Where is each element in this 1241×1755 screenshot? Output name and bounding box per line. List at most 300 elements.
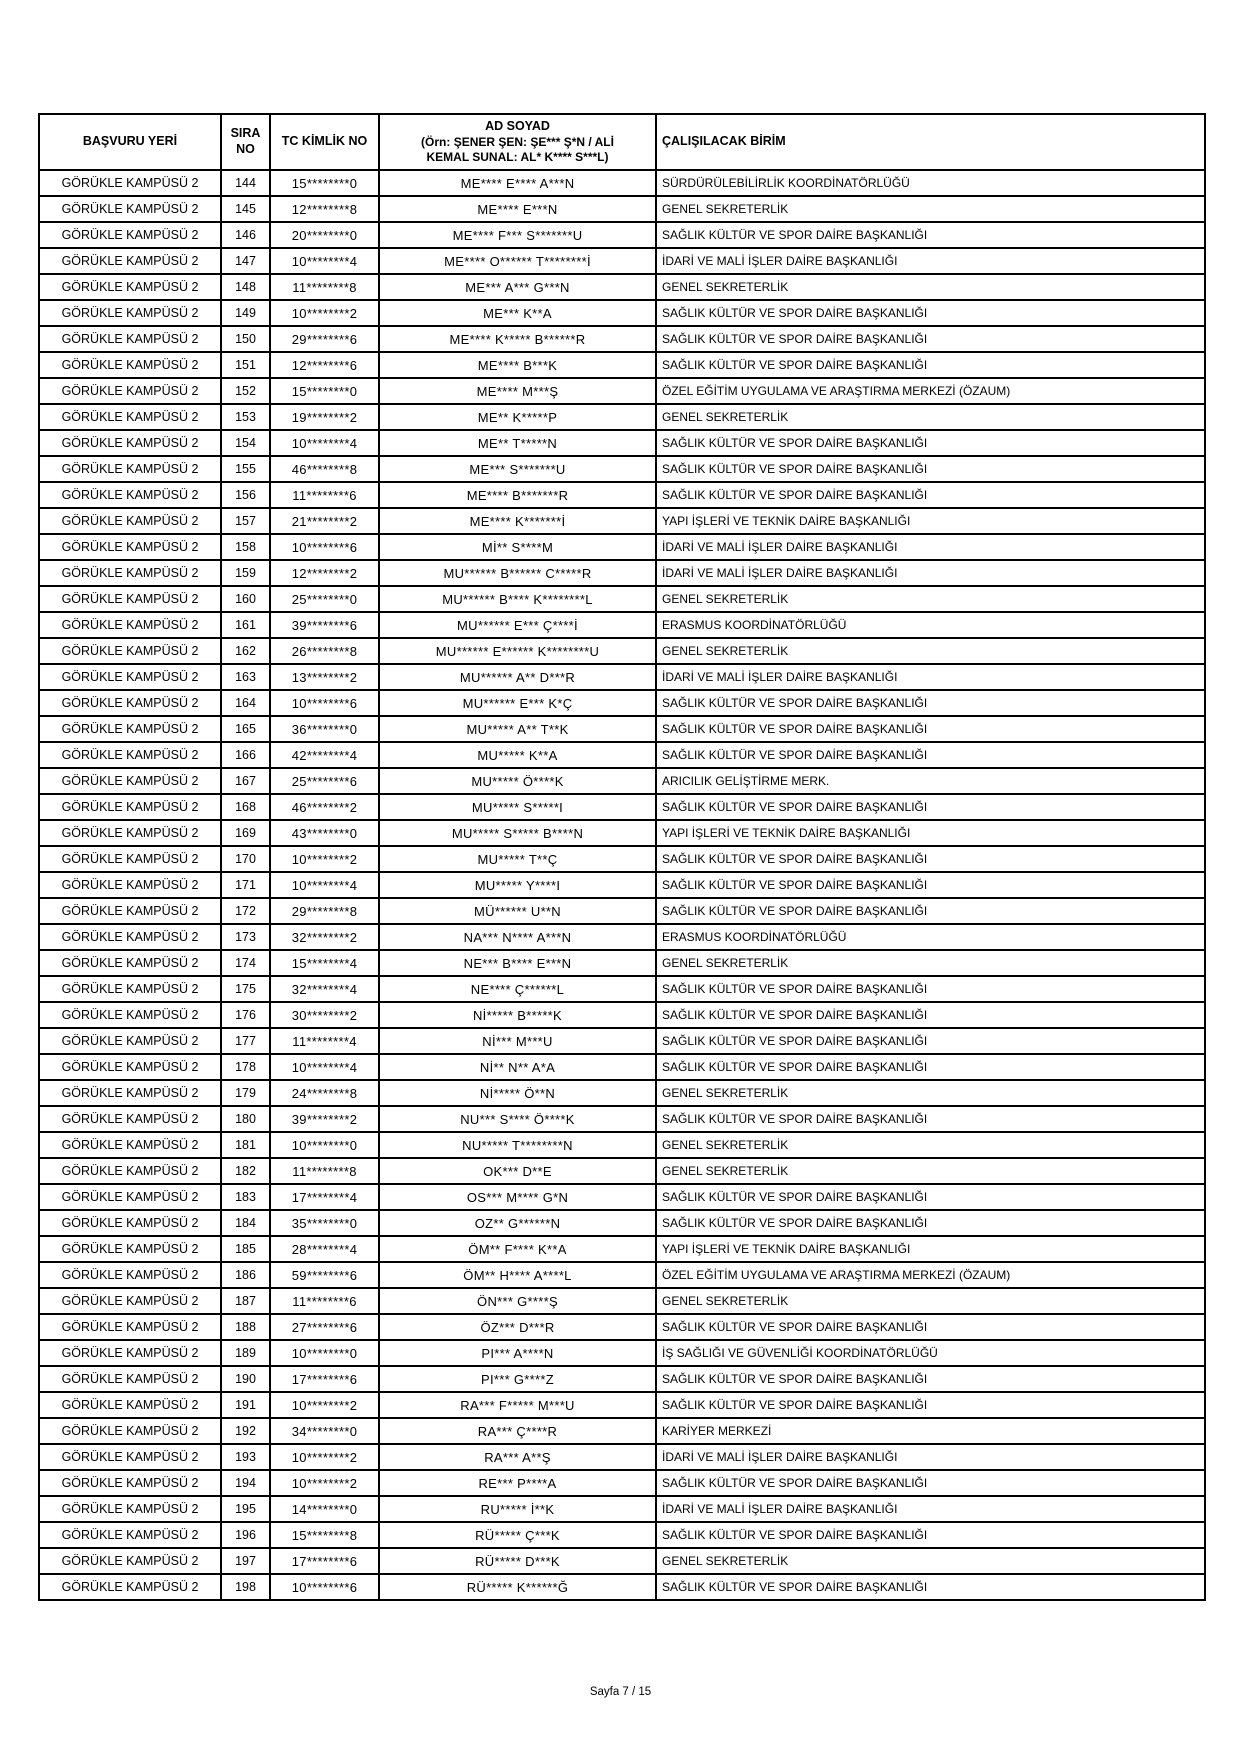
col-header-ad-soyad-title: AD SOYAD <box>485 119 550 134</box>
cell-tc-kimlik-no: 59********6 <box>270 1262 379 1288</box>
cell-basvuru-yeri: GÖRÜKLE KAMPÜSÜ 2 <box>39 794 221 820</box>
cell-tc-kimlik-no: 11********4 <box>270 1028 379 1054</box>
cell-ad-soyad: MU***** Y****I <box>379 872 656 898</box>
cell-tc-kimlik-no: 34********0 <box>270 1418 379 1444</box>
cell-sira-no: 159 <box>221 560 270 586</box>
cell-tc-kimlik-no: 35********0 <box>270 1210 379 1236</box>
cell-calisilacak-birim: İDARİ VE MALİ İŞLER DAİRE BAŞKANLIĞI <box>656 1496 1205 1522</box>
cell-ad-soyad: RU***** İ**K <box>379 1496 656 1522</box>
cell-tc-kimlik-no: 10********2 <box>270 1444 379 1470</box>
cell-basvuru-yeri: GÖRÜKLE KAMPÜSÜ 2 <box>39 456 221 482</box>
table-row <box>39 222 1205 248</box>
cell-tc-kimlik-no: 25********6 <box>270 768 379 794</box>
cell-ad-soyad: ME**** B***K <box>379 352 656 378</box>
cell-ad-soyad: OZ** G******N <box>379 1210 656 1236</box>
cell-calisilacak-birim: SAĞLIK KÜLTÜR VE SPOR DAİRE BAŞKANLIĞI <box>656 1210 1205 1236</box>
cell-tc-kimlik-no: 12********2 <box>270 560 379 586</box>
table-row <box>39 1080 1205 1106</box>
cell-ad-soyad: RA*** Ç****R <box>379 1418 656 1444</box>
col-header-calisilacak-birim <box>656 114 1205 170</box>
cell-basvuru-yeri: GÖRÜKLE KAMPÜSÜ 2 <box>39 898 221 924</box>
table-row <box>39 690 1205 716</box>
cell-basvuru-yeri: GÖRÜKLE KAMPÜSÜ 2 <box>39 976 221 1002</box>
table-row <box>39 248 1205 274</box>
cell-tc-kimlik-no: 29********8 <box>270 898 379 924</box>
cell-sira-no: 175 <box>221 976 270 1002</box>
cell-sira-no: 148 <box>221 274 270 300</box>
cell-sira-no: 188 <box>221 1314 270 1340</box>
cell-basvuru-yeri: GÖRÜKLE KAMPÜSÜ 2 <box>39 1496 221 1522</box>
cell-sira-no: 149 <box>221 300 270 326</box>
cell-tc-kimlik-no: 14********0 <box>270 1496 379 1522</box>
cell-sira-no: 167 <box>221 768 270 794</box>
cell-tc-kimlik-no: 12********8 <box>270 196 379 222</box>
cell-basvuru-yeri: GÖRÜKLE KAMPÜSÜ 2 <box>39 1366 221 1392</box>
table-row <box>39 1054 1205 1080</box>
table-row <box>39 1288 1205 1314</box>
cell-calisilacak-birim: YAPI İŞLERİ VE TEKNİK DAİRE BAŞKANLIĞI <box>656 820 1205 846</box>
cell-tc-kimlik-no: 10********4 <box>270 1054 379 1080</box>
cell-basvuru-yeri: GÖRÜKLE KAMPÜSÜ 2 <box>39 1080 221 1106</box>
cell-sira-no: 154 <box>221 430 270 456</box>
cell-ad-soyad: ME**** M***Ş <box>379 378 656 404</box>
cell-ad-soyad: ME**** E**** A***N <box>379 170 656 196</box>
cell-basvuru-yeri: GÖRÜKLE KAMPÜSÜ 2 <box>39 430 221 456</box>
cell-ad-soyad: Nİ***** B*****K <box>379 1002 656 1028</box>
cell-basvuru-yeri: GÖRÜKLE KAMPÜSÜ 2 <box>39 1470 221 1496</box>
cell-basvuru-yeri: GÖRÜKLE KAMPÜSÜ 2 <box>39 170 221 196</box>
cell-tc-kimlik-no: 15********8 <box>270 1522 379 1548</box>
cell-tc-kimlik-no: 10********6 <box>270 534 379 560</box>
cell-ad-soyad: PI*** A****N <box>379 1340 656 1366</box>
cell-sira-no: 166 <box>221 742 270 768</box>
cell-ad-soyad: RA*** F***** M***U <box>379 1392 656 1418</box>
cell-tc-kimlik-no: 15********4 <box>270 950 379 976</box>
table-row <box>39 534 1205 560</box>
cell-calisilacak-birim: SAĞLIK KÜLTÜR VE SPOR DAİRE BAŞKANLIĞI <box>656 898 1205 924</box>
cell-basvuru-yeri: GÖRÜKLE KAMPÜSÜ 2 <box>39 404 221 430</box>
cell-tc-kimlik-no: 39********2 <box>270 1106 379 1132</box>
cell-calisilacak-birim: SAĞLIK KÜLTÜR VE SPOR DAİRE BAŞKANLIĞI <box>656 456 1205 482</box>
table-row <box>39 274 1205 300</box>
cell-sira-no: 158 <box>221 534 270 560</box>
cell-calisilacak-birim: SAĞLIK KÜLTÜR VE SPOR DAİRE BAŞKANLIĞI <box>656 1314 1205 1340</box>
cell-calisilacak-birim: SAĞLIK KÜLTÜR VE SPOR DAİRE BAŞKANLIĞI <box>656 222 1205 248</box>
cell-calisilacak-birim: SAĞLIK KÜLTÜR VE SPOR DAİRE BAŞKANLIĞI <box>656 872 1205 898</box>
cell-basvuru-yeri: GÖRÜKLE KAMPÜSÜ 2 <box>39 196 221 222</box>
cell-calisilacak-birim: KARİYER MERKEZİ <box>656 1418 1205 1444</box>
cell-calisilacak-birim: SAĞLIK KÜLTÜR VE SPOR DAİRE BAŞKANLIĞI <box>656 1470 1205 1496</box>
cell-basvuru-yeri: GÖRÜKLE KAMPÜSÜ 2 <box>39 534 221 560</box>
cell-ad-soyad: MU***** K**A <box>379 742 656 768</box>
cell-tc-kimlik-no: 11********6 <box>270 482 379 508</box>
cell-sira-no: 165 <box>221 716 270 742</box>
cell-sira-no: 160 <box>221 586 270 612</box>
cell-calisilacak-birim: SAĞLIK KÜLTÜR VE SPOR DAİRE BAŞKANLIĞI <box>656 716 1205 742</box>
cell-calisilacak-birim: SAĞLIK KÜLTÜR VE SPOR DAİRE BAŞKANLIĞI <box>656 1054 1205 1080</box>
cell-calisilacak-birim: GENEL SEKRETERLİK <box>656 1080 1205 1106</box>
col-header-no-label: NO <box>236 142 255 156</box>
cell-calisilacak-birim: SAĞLIK KÜLTÜR VE SPOR DAİRE BAŞKANLIĞI <box>656 326 1205 352</box>
cell-basvuru-yeri: GÖRÜKLE KAMPÜSÜ 2 <box>39 1054 221 1080</box>
table-row <box>39 664 1205 690</box>
cell-sira-no: 189 <box>221 1340 270 1366</box>
table-row <box>39 794 1205 820</box>
table-row <box>39 976 1205 1002</box>
cell-basvuru-yeri: GÖRÜKLE KAMPÜSÜ 2 <box>39 716 221 742</box>
cell-sira-no: 162 <box>221 638 270 664</box>
cell-basvuru-yeri: GÖRÜKLE KAMPÜSÜ 2 <box>39 1262 221 1288</box>
cell-calisilacak-birim: SAĞLIK KÜLTÜR VE SPOR DAİRE BAŞKANLIĞI <box>656 1028 1205 1054</box>
cell-tc-kimlik-no: 10********2 <box>270 1470 379 1496</box>
cell-ad-soyad: ÖM** H**** A****L <box>379 1262 656 1288</box>
cell-calisilacak-birim: ARICILIK GELİŞTİRME MERK. <box>656 768 1205 794</box>
table-row <box>39 950 1205 976</box>
cell-tc-kimlik-no: 11********6 <box>270 1288 379 1314</box>
table-row <box>39 326 1205 352</box>
cell-sira-no: 190 <box>221 1366 270 1392</box>
cell-calisilacak-birim: SAĞLIK KÜLTÜR VE SPOR DAİRE BAŞKANLIĞI <box>656 1522 1205 1548</box>
cell-basvuru-yeri: GÖRÜKLE KAMPÜSÜ 2 <box>39 1288 221 1314</box>
cell-tc-kimlik-no: 28********4 <box>270 1236 379 1262</box>
cell-tc-kimlik-no: 10********0 <box>270 1132 379 1158</box>
table-row <box>39 404 1205 430</box>
cell-sira-no: 156 <box>221 482 270 508</box>
cell-sira-no: 194 <box>221 1470 270 1496</box>
cell-sira-no: 152 <box>221 378 270 404</box>
cell-basvuru-yeri: GÖRÜKLE KAMPÜSÜ 2 <box>39 482 221 508</box>
cell-sira-no: 145 <box>221 196 270 222</box>
cell-calisilacak-birim: GENEL SEKRETERLİK <box>656 1548 1205 1574</box>
cell-tc-kimlik-no: 20********0 <box>270 222 379 248</box>
cell-ad-soyad: RÜ***** K******Ğ <box>379 1574 656 1600</box>
table-row <box>39 846 1205 872</box>
cell-tc-kimlik-no: 21********2 <box>270 508 379 534</box>
cell-sira-no: 192 <box>221 1418 270 1444</box>
cell-sira-no: 196 <box>221 1522 270 1548</box>
cell-basvuru-yeri: GÖRÜKLE KAMPÜSÜ 2 <box>39 1340 221 1366</box>
table-row <box>39 1548 1205 1574</box>
cell-calisilacak-birim: SAĞLIK KÜLTÜR VE SPOR DAİRE BAŞKANLIĞI <box>656 1574 1205 1600</box>
cell-sira-no: 182 <box>221 1158 270 1184</box>
table-row <box>39 1002 1205 1028</box>
cell-basvuru-yeri: GÖRÜKLE KAMPÜSÜ 2 <box>39 872 221 898</box>
table-row <box>39 820 1205 846</box>
cell-tc-kimlik-no: 32********2 <box>270 924 379 950</box>
cell-calisilacak-birim: SAĞLIK KÜLTÜR VE SPOR DAİRE BAŞKANLIĞI <box>656 430 1205 456</box>
cell-ad-soyad: ME*** A*** G***N <box>379 274 656 300</box>
cell-sira-no: 151 <box>221 352 270 378</box>
col-header-ad-soyad-example-1: (Örn: ŞENER ŞEN: ŞE*** Ş*N / ALİ <box>421 134 614 149</box>
cell-ad-soyad: NU*** S**** Ö****K <box>379 1106 656 1132</box>
table-row <box>39 482 1205 508</box>
cell-basvuru-yeri: GÖRÜKLE KAMPÜSÜ 2 <box>39 508 221 534</box>
header-row <box>39 114 1205 170</box>
cell-calisilacak-birim: YAPI İŞLERİ VE TEKNİK DAİRE BAŞKANLIĞI <box>656 1236 1205 1262</box>
cell-sira-no: 183 <box>221 1184 270 1210</box>
cell-basvuru-yeri: GÖRÜKLE KAMPÜSÜ 2 <box>39 586 221 612</box>
cell-sira-no: 169 <box>221 820 270 846</box>
cell-tc-kimlik-no: 11********8 <box>270 274 379 300</box>
table-row <box>39 1418 1205 1444</box>
cell-sira-no: 153 <box>221 404 270 430</box>
col-header-sira-label: SIRA <box>230 126 261 141</box>
cell-ad-soyad: OS*** M**** G*N <box>379 1184 656 1210</box>
cell-sira-no: 176 <box>221 1002 270 1028</box>
cell-calisilacak-birim: SAĞLIK KÜLTÜR VE SPOR DAİRE BAŞKANLIĞI <box>656 1106 1205 1132</box>
table-row <box>39 1262 1205 1288</box>
cell-ad-soyad: PI*** G****Z <box>379 1366 656 1392</box>
cell-sira-no: 173 <box>221 924 270 950</box>
table-row <box>39 352 1205 378</box>
cell-calisilacak-birim: SAĞLIK KÜLTÜR VE SPOR DAİRE BAŞKANLIĞI <box>656 300 1205 326</box>
cell-basvuru-yeri: GÖRÜKLE KAMPÜSÜ 2 <box>39 690 221 716</box>
page-number: Sayfa 7 / 15 <box>589 1686 652 1698</box>
cell-ad-soyad: ME*** S*******U <box>379 456 656 482</box>
table-row <box>39 1106 1205 1132</box>
cell-ad-soyad: ME**** E***N <box>379 196 656 222</box>
cell-basvuru-yeri: GÖRÜKLE KAMPÜSÜ 2 <box>39 560 221 586</box>
cell-sira-no: 184 <box>221 1210 270 1236</box>
table-row <box>39 1184 1205 1210</box>
cell-sira-no: 163 <box>221 664 270 690</box>
cell-calisilacak-birim: SAĞLIK KÜLTÜR VE SPOR DAİRE BAŞKANLIĞI <box>656 482 1205 508</box>
cell-calisilacak-birim: GENEL SEKRETERLİK <box>656 404 1205 430</box>
cell-ad-soyad: ÖZ*** D***R <box>379 1314 656 1340</box>
cell-tc-kimlik-no: 29********6 <box>270 326 379 352</box>
cell-ad-soyad: MU***** Ö****K <box>379 768 656 794</box>
table-row <box>39 768 1205 794</box>
cell-calisilacak-birim: SAĞLIK KÜLTÜR VE SPOR DAİRE BAŞKANLIĞI <box>656 1002 1205 1028</box>
cell-sira-no: 161 <box>221 612 270 638</box>
cell-basvuru-yeri: GÖRÜKLE KAMPÜSÜ 2 <box>39 248 221 274</box>
cell-tc-kimlik-no: 30********2 <box>270 1002 379 1028</box>
cell-ad-soyad: ME**** K*******İ <box>379 508 656 534</box>
cell-basvuru-yeri: GÖRÜKLE KAMPÜSÜ 2 <box>39 846 221 872</box>
cell-basvuru-yeri: GÖRÜKLE KAMPÜSÜ 2 <box>39 1106 221 1132</box>
cell-calisilacak-birim: GENEL SEKRETERLİK <box>656 196 1205 222</box>
cell-basvuru-yeri: GÖRÜKLE KAMPÜSÜ 2 <box>39 1158 221 1184</box>
cell-sira-no: 179 <box>221 1080 270 1106</box>
cell-calisilacak-birim: GENEL SEKRETERLİK <box>656 950 1205 976</box>
cell-sira-no: 180 <box>221 1106 270 1132</box>
cell-tc-kimlik-no: 10********2 <box>270 846 379 872</box>
cell-calisilacak-birim: GENEL SEKRETERLİK <box>656 274 1205 300</box>
table-row <box>39 638 1205 664</box>
cell-ad-soyad: MU***** S***** B****N <box>379 820 656 846</box>
cell-tc-kimlik-no: 10********6 <box>270 690 379 716</box>
cell-ad-soyad: RÜ***** D***K <box>379 1548 656 1574</box>
cell-ad-soyad: MU****** E****** K********U <box>379 638 656 664</box>
table-row <box>39 1444 1205 1470</box>
table-row <box>39 716 1205 742</box>
cell-sira-no: 155 <box>221 456 270 482</box>
cell-ad-soyad: MU****** B**** K********L <box>379 586 656 612</box>
cell-ad-soyad: Mİ** S****M <box>379 534 656 560</box>
cell-sira-no: 172 <box>221 898 270 924</box>
cell-basvuru-yeri: GÖRÜKLE KAMPÜSÜ 2 <box>39 638 221 664</box>
cell-sira-no: 157 <box>221 508 270 534</box>
cell-calisilacak-birim: ÖZEL EĞİTİM UYGULAMA VE ARAŞTIRMA MERKEZİ (ÖZAUM) <box>656 378 1205 404</box>
cell-basvuru-yeri: GÖRÜKLE KAMPÜSÜ 2 <box>39 924 221 950</box>
cell-sira-no: 187 <box>221 1288 270 1314</box>
cell-calisilacak-birim: SÜRDÜRÜLEBİLİRLİK KOORDİNATÖRLÜĞÜ <box>656 170 1205 196</box>
cell-tc-kimlik-no: 13********2 <box>270 664 379 690</box>
cell-calisilacak-birim: İDARİ VE MALİ İŞLER DAİRE BAŞKANLIĞI <box>656 248 1205 274</box>
table-row <box>39 872 1205 898</box>
cell-calisilacak-birim: SAĞLIK KÜLTÜR VE SPOR DAİRE BAŞKANLIĞI <box>656 742 1205 768</box>
cell-ad-soyad: RA*** A**Ş <box>379 1444 656 1470</box>
cell-ad-soyad: MU****** E*** Ç****İ <box>379 612 656 638</box>
cell-basvuru-yeri: GÖRÜKLE KAMPÜSÜ 2 <box>39 1522 221 1548</box>
cell-tc-kimlik-no: 24********8 <box>270 1080 379 1106</box>
cell-calisilacak-birim: İDARİ VE MALİ İŞLER DAİRE BAŞKANLIĞI <box>656 534 1205 560</box>
cell-sira-no: 150 <box>221 326 270 352</box>
cell-basvuru-yeri: GÖRÜKLE KAMPÜSÜ 2 <box>39 1210 221 1236</box>
table-row <box>39 378 1205 404</box>
table-row <box>39 508 1205 534</box>
cell-sira-no: 171 <box>221 872 270 898</box>
cell-sira-no: 191 <box>221 1392 270 1418</box>
table-row <box>39 1470 1205 1496</box>
cell-tc-kimlik-no: 39********6 <box>270 612 379 638</box>
table-row <box>39 1028 1205 1054</box>
table-row <box>39 924 1205 950</box>
cell-sira-no: 198 <box>221 1574 270 1600</box>
cell-sira-no: 197 <box>221 1548 270 1574</box>
cell-ad-soyad: RE*** P****A <box>379 1470 656 1496</box>
cell-sira-no: 181 <box>221 1132 270 1158</box>
cell-tc-kimlik-no: 43********0 <box>270 820 379 846</box>
cell-ad-soyad: RÜ***** Ç***K <box>379 1522 656 1548</box>
col-header-ad-soyad <box>379 114 656 170</box>
cell-basvuru-yeri: GÖRÜKLE KAMPÜSÜ 2 <box>39 950 221 976</box>
cell-tc-kimlik-no: 10********2 <box>270 1392 379 1418</box>
cell-ad-soyad: ME**** B*******R <box>379 482 656 508</box>
cell-tc-kimlik-no: 11********8 <box>270 1158 379 1184</box>
cell-tc-kimlik-no: 10********4 <box>270 430 379 456</box>
table-body <box>39 170 1205 1600</box>
cell-sira-no: 147 <box>221 248 270 274</box>
cell-tc-kimlik-no: 46********8 <box>270 456 379 482</box>
cell-tc-kimlik-no: 32********4 <box>270 976 379 1002</box>
cell-basvuru-yeri: GÖRÜKLE KAMPÜSÜ 2 <box>39 1028 221 1054</box>
table-row <box>39 300 1205 326</box>
cell-tc-kimlik-no: 15********0 <box>270 378 379 404</box>
table-row <box>39 1522 1205 1548</box>
table-row <box>39 1158 1205 1184</box>
cell-basvuru-yeri: GÖRÜKLE KAMPÜSÜ 2 <box>39 352 221 378</box>
cell-tc-kimlik-no: 17********6 <box>270 1548 379 1574</box>
cell-ad-soyad: ÖM** F**** K**A <box>379 1236 656 1262</box>
table-row <box>39 1496 1205 1522</box>
cell-calisilacak-birim: SAĞLIK KÜLTÜR VE SPOR DAİRE BAŞKANLIĞI <box>656 690 1205 716</box>
cell-ad-soyad: ÖN*** G****Ş <box>379 1288 656 1314</box>
cell-tc-kimlik-no: 10********4 <box>270 248 379 274</box>
cell-ad-soyad: Nİ***** Ö**N <box>379 1080 656 1106</box>
table-row <box>39 742 1205 768</box>
cell-sira-no: 177 <box>221 1028 270 1054</box>
cell-ad-soyad: MU****** B****** C*****R <box>379 560 656 586</box>
table-row <box>39 1392 1205 1418</box>
table-row <box>39 1574 1205 1600</box>
cell-calisilacak-birim: SAĞLIK KÜLTÜR VE SPOR DAİRE BAŞKANLIĞI <box>656 1392 1205 1418</box>
cell-ad-soyad: ME*** K**A <box>379 300 656 326</box>
cell-calisilacak-birim: ERASMUS KOORDİNATÖRLÜĞÜ <box>656 612 1205 638</box>
cell-ad-soyad: NE**** Ç******L <box>379 976 656 1002</box>
cell-ad-soyad: MU****** A** D***R <box>379 664 656 690</box>
table-row <box>39 1236 1205 1262</box>
cell-sira-no: 146 <box>221 222 270 248</box>
cell-calisilacak-birim: SAĞLIK KÜLTÜR VE SPOR DAİRE BAŞKANLIĞI <box>656 1366 1205 1392</box>
cell-basvuru-yeri: GÖRÜKLE KAMPÜSÜ 2 <box>39 1418 221 1444</box>
cell-ad-soyad: NA*** N**** A***N <box>379 924 656 950</box>
table-row <box>39 1210 1205 1236</box>
cell-basvuru-yeri: GÖRÜKLE KAMPÜSÜ 2 <box>39 768 221 794</box>
cell-sira-no: 185 <box>221 1236 270 1262</box>
cell-basvuru-yeri: GÖRÜKLE KAMPÜSÜ 2 <box>39 300 221 326</box>
cell-ad-soyad: MU***** S*****I <box>379 794 656 820</box>
cell-tc-kimlik-no: 27********6 <box>270 1314 379 1340</box>
cell-calisilacak-birim: YAPI İŞLERİ VE TEKNİK DAİRE BAŞKANLIĞI <box>656 508 1205 534</box>
cell-basvuru-yeri: GÖRÜKLE KAMPÜSÜ 2 <box>39 1002 221 1028</box>
cell-basvuru-yeri: GÖRÜKLE KAMPÜSÜ 2 <box>39 1132 221 1158</box>
cell-calisilacak-birim: ÖZEL EĞİTİM UYGULAMA VE ARAŞTIRMA MERKEZİ (ÖZAUM) <box>656 1262 1205 1288</box>
cell-basvuru-yeri: GÖRÜKLE KAMPÜSÜ 2 <box>39 1184 221 1210</box>
cell-basvuru-yeri: GÖRÜKLE KAMPÜSÜ 2 <box>39 378 221 404</box>
cell-tc-kimlik-no: 12********6 <box>270 352 379 378</box>
cell-ad-soyad: OK*** D**E <box>379 1158 656 1184</box>
col-header-sira-no <box>221 114 270 170</box>
table-row <box>39 456 1205 482</box>
cell-tc-kimlik-no: 25********0 <box>270 586 379 612</box>
col-header-tc-kimlik-no <box>270 114 379 170</box>
cell-calisilacak-birim: İDARİ VE MALİ İŞLER DAİRE BAŞKANLIĞI <box>656 664 1205 690</box>
cell-tc-kimlik-no: 36********0 <box>270 716 379 742</box>
table-row <box>39 1314 1205 1340</box>
cell-tc-kimlik-no: 10********6 <box>270 1574 379 1600</box>
cell-tc-kimlik-no: 26********8 <box>270 638 379 664</box>
cell-basvuru-yeri: GÖRÜKLE KAMPÜSÜ 2 <box>39 326 221 352</box>
cell-basvuru-yeri: GÖRÜKLE KAMPÜSÜ 2 <box>39 1548 221 1574</box>
col-header-birim-label: ÇALIŞILACAK BİRİM <box>662 134 786 149</box>
cell-sira-no: 174 <box>221 950 270 976</box>
cell-ad-soyad: ME**** F*** S*******U <box>379 222 656 248</box>
col-header-ad-soyad-example-2: KEMAL SUNAL: AL* K**** S***L) <box>426 149 609 164</box>
cell-calisilacak-birim: SAĞLIK KÜLTÜR VE SPOR DAİRE BAŞKANLIĞI <box>656 1184 1205 1210</box>
cell-ad-soyad: MU***** A** T**K <box>379 716 656 742</box>
cell-calisilacak-birim: ERASMUS KOORDİNATÖRLÜĞÜ <box>656 924 1205 950</box>
cell-sira-no: 178 <box>221 1054 270 1080</box>
cell-sira-no: 164 <box>221 690 270 716</box>
cell-ad-soyad: ME** K*****P <box>379 404 656 430</box>
cell-sira-no: 168 <box>221 794 270 820</box>
cell-ad-soyad: ME**** O****** T********İ <box>379 248 656 274</box>
applicants-table <box>38 113 1206 1601</box>
cell-ad-soyad: Nİ** N** A*A <box>379 1054 656 1080</box>
col-header-basvuru-yeri <box>39 114 221 170</box>
cell-sira-no: 195 <box>221 1496 270 1522</box>
cell-calisilacak-birim: İDARİ VE MALİ İŞLER DAİRE BAŞKANLIĞI <box>656 560 1205 586</box>
cell-ad-soyad: NU***** T********N <box>379 1132 656 1158</box>
cell-basvuru-yeri: GÖRÜKLE KAMPÜSÜ 2 <box>39 742 221 768</box>
cell-calisilacak-birim: GENEL SEKRETERLİK <box>656 1132 1205 1158</box>
col-header-tc-label: TC KİMLİK NO <box>281 134 368 149</box>
cell-calisilacak-birim: SAĞLIK KÜLTÜR VE SPOR DAİRE BAŞKANLIĞI <box>656 794 1205 820</box>
cell-tc-kimlik-no: 10********4 <box>270 872 379 898</box>
cell-tc-kimlik-no: 15********0 <box>270 170 379 196</box>
cell-tc-kimlik-no: 17********4 <box>270 1184 379 1210</box>
